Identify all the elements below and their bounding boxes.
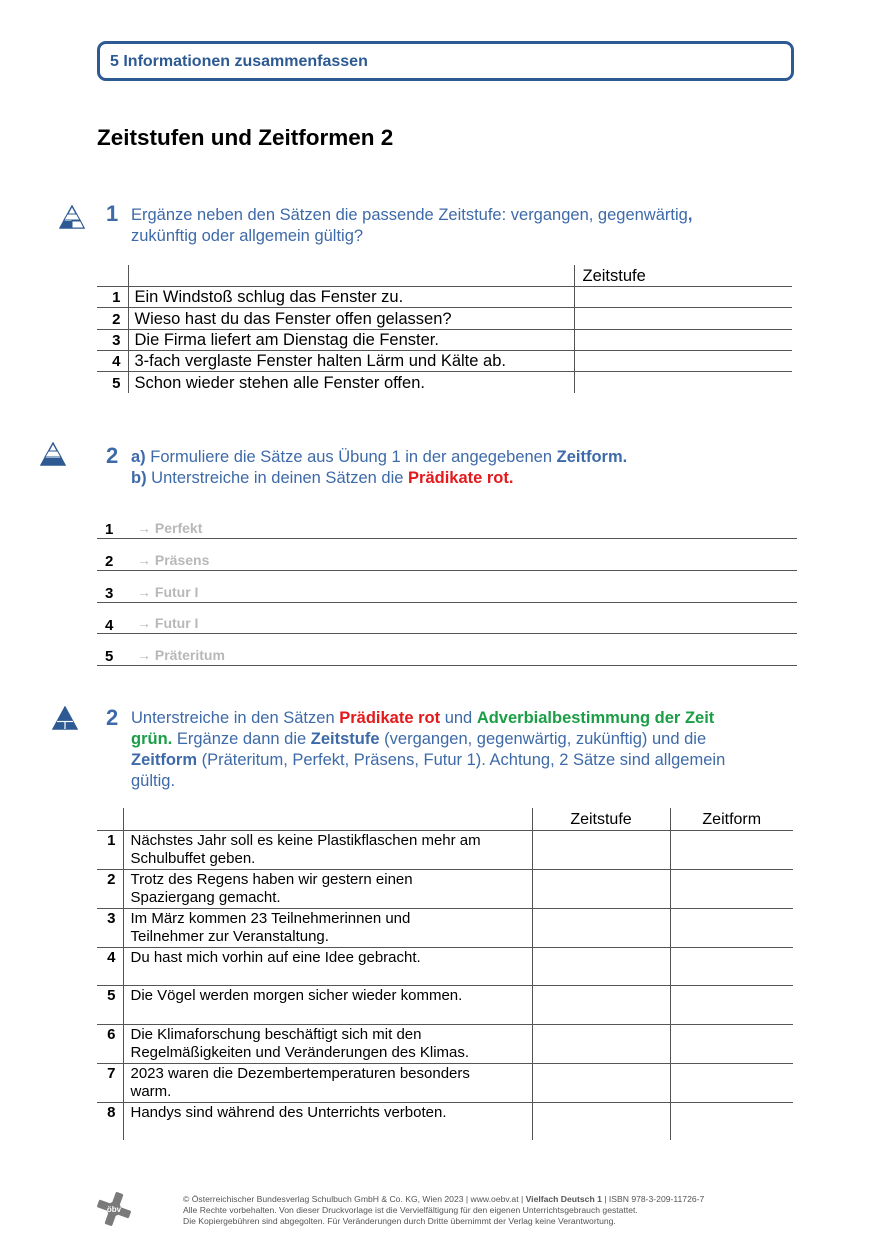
table-row: 4 Du hast mich vorhin auf eine Idee gebracht. [97,947,793,986]
line-number: 4 [105,617,114,634]
difficulty-level-3-icon [52,706,78,730]
sentence: Schon wieder stehen alle Fenster offen. [128,372,574,393]
zeitform-column-header: Zeitform [670,808,793,830]
difficulty-level-2-icon [40,442,66,466]
exercise-3-number: 2 [106,705,119,730]
zeitform-answer-cell[interactable] [670,869,793,908]
zeitstufe-answer-cell[interactable] [532,1024,670,1063]
zeitstufe-answer-cell[interactable] [532,947,670,986]
table-row: 3 Im März kommen 23 Teilnehmerinnen und Teilnehmer zur Veranstaltung. [97,908,793,947]
logo-text: öbv [106,1205,122,1214]
writing-line[interactable] [97,538,797,539]
exercise-2-instruction: a) Formuliere die Sätze aus Übung 1 in der angegebenen Zeitform. b) Unterstreiche in deinen Sätzen die Prädikate rot. [131,448,628,487]
zeitstufe-answer-cell[interactable] [532,869,670,908]
exercise-2-number: 2 [106,443,119,468]
table-row: 3 Die Firma liefert am Dienstag die Fenster. [97,329,792,350]
zeitstufe-answer-cell[interactable] [532,986,670,1025]
sentence: Im März kommen 23 Teilnehmerinnen und Teilnehmer zur Veranstaltung. [123,908,532,947]
line-number: 3 [105,585,114,602]
exercise-3-instruction: Unterstreiche in den Sätzen Prädikate rot und Adverbialbestimmung der Zeit grün. Ergänze dann die Zeitstufe (vergangen, gegenwärtig, zukünftig) und die Zeitform (Präteritum, Perfekt, Präsens, Futur 1). Achtung, 2 Sätze sind allgemein gültig. [131,709,726,790]
sentence: Die Firma liefert am Dienstag die Fenster. [128,329,574,350]
table-row: 7 2023 waren die Dezembertemperaturen besonders warm. [97,1063,793,1102]
table-row: 4 3-fach verglaste Fenster halten Lärm und Kälte ab. [97,351,792,372]
writing-line[interactable] [97,633,797,634]
line-number: 5 [105,648,114,665]
writing-line[interactable] [97,665,797,666]
zeitstufe-answer-cell[interactable] [574,286,792,307]
table-row: 8 Handys sind während des Unterrichts verboten. [97,1102,793,1140]
sentence: Die Klimaforschung beschäftigt sich mit den Regelmäßigkeiten und Veränderungen des Klimas. [123,1024,532,1063]
exercise-1-table [97,265,792,393]
zeitstufe-answer-cell[interactable] [574,308,792,329]
page-title: Zeitstufen und Zeitformen 2 [97,125,394,150]
footer-copyright: © Österreichischer Bundesverlag Schulbuch GmbH & Co. KG, Wien 2023 | www.oebv.at | Vielfach Deutsch 1 | ISBN 978-3-209-11726-7 Alle Rechte vorbehalten. Von dieser Druckvorlage ist die Vervielfältigung für den eigenen Unterrichtsgebrauch gestattet. Die Kopiergebühren sind abgegolten. Für Veränderungen durch Dritte übernimmt der Verlag keine Verantwortung. [183,1194,705,1226]
exercise-3-table [97,808,793,1140]
tense-hint: → Präsens [137,552,210,568]
table-row: 5 Schon wieder stehen alle Fenster offen. [97,372,792,393]
zeitform-answer-cell[interactable] [670,1024,793,1063]
difficulty-level-2-icon [59,205,85,229]
table-row: 1 Ein Windstoß schlug das Fenster zu. [97,286,792,307]
zeitstufe-answer-cell[interactable] [532,908,670,947]
line-number: 2 [105,553,114,570]
zeitform-answer-cell[interactable] [670,986,793,1025]
zeitform-answer-cell[interactable] [670,830,793,869]
zeitstufe-answer-cell[interactable] [532,830,670,869]
oebv-logo-icon [96,1191,132,1227]
table-row: 5 Die Vögel werden morgen sicher wieder kommen. [97,986,793,1025]
sentence: Trotz des Regens haben wir gestern einen Spaziergang gemacht. [123,869,532,908]
writing-line[interactable] [97,602,797,603]
sentence: Wieso hast du das Fenster offen gelassen? [128,308,574,329]
line-number: 1 [105,521,114,538]
zeitform-answer-cell[interactable] [670,947,793,986]
tense-hint: → Futur I [137,584,199,600]
zeitform-answer-cell[interactable] [670,908,793,947]
sentence: Nächstes Jahr soll es keine Plastikflaschen mehr am Schulbuffet geben. [123,830,532,869]
sentence: 3-fach verglaste Fenster halten Lärm und Kälte ab. [128,351,574,372]
exercise-1-instruction: Ergänze neben den Sätzen die passende Zeitstufe: vergangen, gegenwärtig, zukünftig oder allgemein gültig? [131,206,693,245]
tense-hint: → Perfekt [137,520,203,536]
zeitform-answer-cell[interactable] [670,1063,793,1102]
sentence: Die Vögel werden morgen sicher wieder kommen. [123,986,532,1025]
chapter-header: 5 Informationen zusammenfassen [110,53,368,70]
table-row: 1 Nächstes Jahr soll es keine Plastikflaschen mehr am Schulbuffet geben. [97,830,793,869]
writing-line[interactable] [97,570,797,571]
zeitstufe-answer-cell[interactable] [532,1063,670,1102]
sentence: Handys sind während des Unterrichts verboten. [123,1102,532,1140]
zeitstufe-answer-cell[interactable] [532,1102,670,1140]
zeitstufe-answer-cell[interactable] [574,329,792,350]
exercise-1-number: 1 [106,201,119,226]
sentence: Ein Windstoß schlug das Fenster zu. [128,286,574,307]
table-row: 2 Wieso hast du das Fenster offen gelassen? [97,308,792,329]
zeitstufe-column-header: Zeitstufe [532,808,670,830]
zeitform-answer-cell[interactable] [670,1102,793,1140]
table-row: 2 Trotz des Regens haben wir gestern einen Spaziergang gemacht. [97,869,793,908]
zeitstufe-column-header: Zeitstufe [574,265,792,286]
tense-hint: → Präteritum [137,647,225,663]
sentence: 2023 waren die Dezembertemperaturen besonders warm. [123,1063,532,1102]
sentence: Du hast mich vorhin auf eine Idee gebracht. [123,947,532,986]
tense-hint: → Futur I [137,615,199,631]
zeitstufe-answer-cell[interactable] [574,351,792,372]
zeitstufe-answer-cell[interactable] [574,372,792,393]
table-row: 6 Die Klimaforschung beschäftigt sich mit den Regelmäßigkeiten und Veränderungen des Klimas. [97,1024,793,1063]
